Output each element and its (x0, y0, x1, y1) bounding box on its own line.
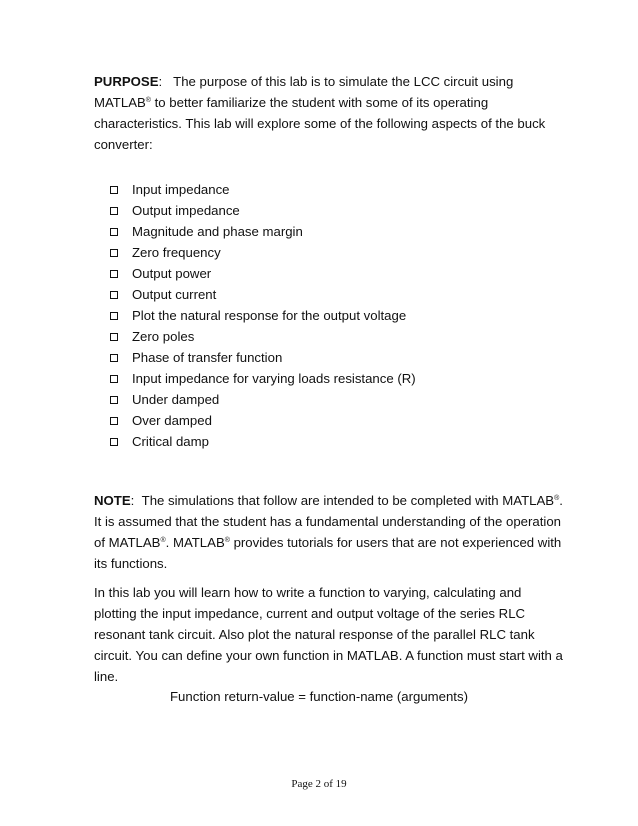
note-colon: : (130, 493, 135, 508)
list-item: Phase of transfer function (110, 347, 416, 368)
checkbox-bullet-icon (110, 270, 118, 278)
purpose-colon: : (158, 74, 163, 89)
list-item: Input impedance for varying loads resistance (R) (110, 368, 416, 389)
checkbox-bullet-icon (110, 333, 118, 341)
checkbox-bullet-icon (110, 312, 118, 320)
registered-mark: ® (224, 537, 230, 544)
note-text-1: The simulations that follow are intended to be completed with MATLAB (141, 493, 555, 508)
registered-mark: ® (145, 97, 151, 104)
checkbox-bullet-icon (110, 207, 118, 215)
checkbox-bullet-icon (110, 291, 118, 299)
purpose-paragraph (94, 71, 564, 155)
checkbox-bullet-icon (110, 438, 118, 446)
note-text-3: . MATLAB (165, 535, 225, 550)
page-number: Page 2 of 19 (291, 778, 347, 790)
list-item: Zero poles (110, 326, 416, 347)
registered-mark: ® (160, 537, 166, 544)
list-item: Output power (110, 263, 416, 284)
note-text-2: . It is assumed that the student has a fundamental understanding of the operation of MATLAB (94, 493, 563, 550)
list-item: Input impedance (110, 179, 416, 200)
checkbox-bullet-icon (110, 228, 118, 236)
purpose-label: PURPOSE (94, 74, 159, 89)
list-item: Output current (110, 284, 416, 305)
body-paragraph: In this lab you will learn how to write a function to varying, calculating and plotting the input impedance, current and output voltage of the series RLC resonant tank circuit. Also plot the natural response of the parallel RLC tank circuit. You can define your own function in MATLAB. A function must start with a line. (94, 585, 563, 684)
list-item: Magnitude and phase margin (110, 221, 416, 242)
note-paragraph (94, 490, 564, 574)
checkbox-bullet-icon (110, 396, 118, 404)
list-item: Output impedance (110, 200, 416, 221)
checkbox-bullet-icon (110, 186, 118, 194)
note-text-4: provides tutorials for users that are not experienced with its functions. (94, 535, 562, 571)
function-syntax: Function return-value = function-name (arguments) (170, 689, 468, 704)
purpose-text-1: The purpose of this lab is to simulate the LCC circuit using MATLAB (94, 74, 514, 110)
list-item: Plot the natural response for the output voltage (110, 305, 416, 326)
list-item: Under damped (110, 389, 416, 410)
list-item: Critical damp (110, 431, 416, 452)
checkbox-bullet-icon (110, 249, 118, 257)
registered-mark: ® (554, 495, 560, 502)
purpose-text-2: to better familiarize the student with some of its operating characteristics. This lab will explore some of the following aspects of the buck converter: (94, 95, 546, 152)
checkbox-bullet-icon (110, 354, 118, 362)
checkbox-bullet-icon (110, 375, 118, 383)
list-item: Over damped (110, 410, 416, 431)
checkbox-bullet-icon (110, 417, 118, 425)
note-label: NOTE (94, 493, 131, 508)
aspects-list (110, 179, 416, 452)
list-item: Zero frequency (110, 242, 416, 263)
